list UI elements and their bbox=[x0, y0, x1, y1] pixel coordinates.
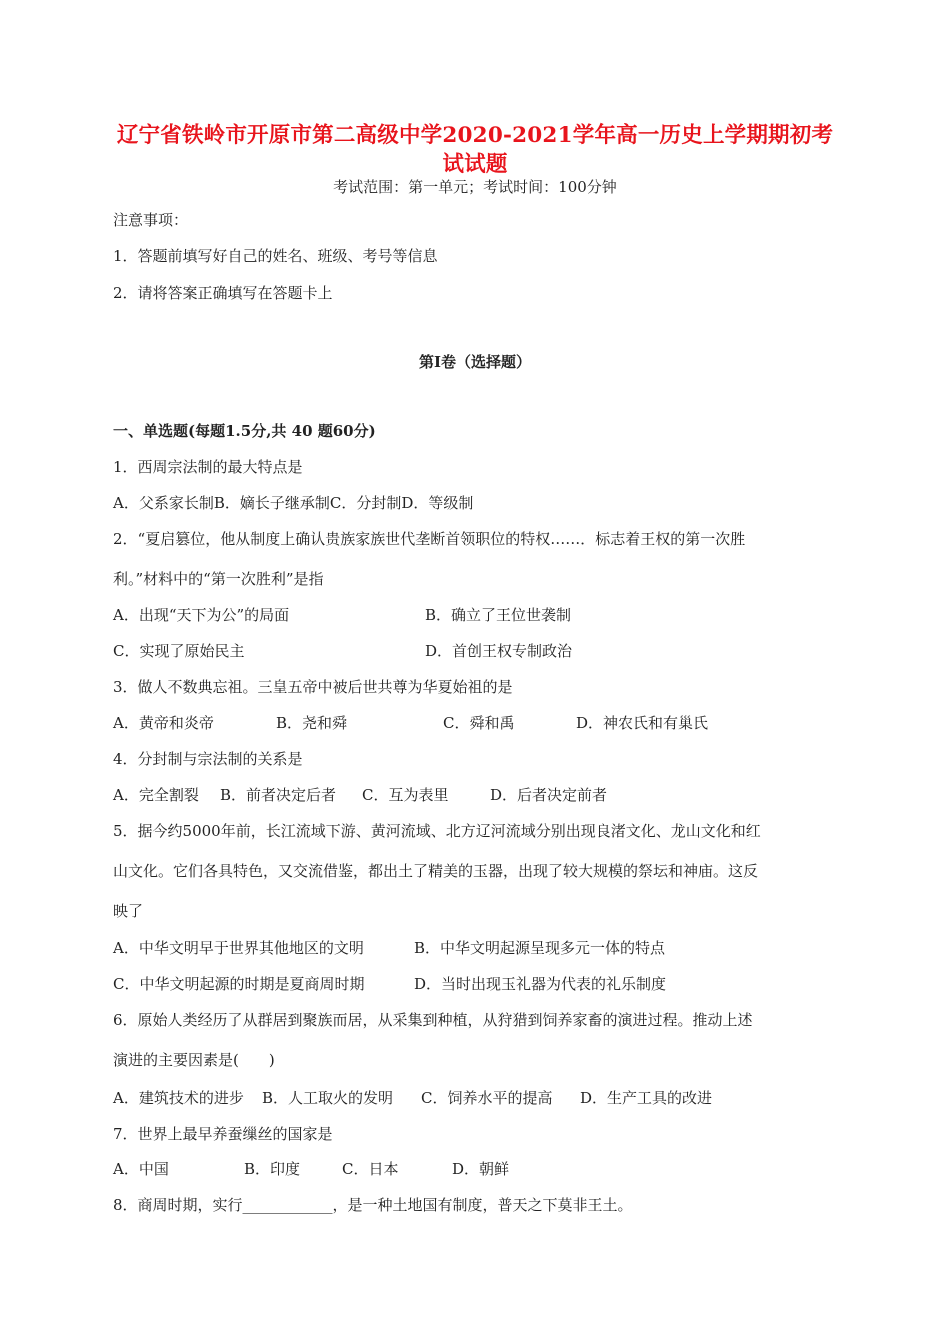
exam-title-line1: 辽宁省铁岭市开原市第二高级中学2020-2021学年高一历史上学期期初考 bbox=[116, 123, 834, 148]
question-5-stem-line3: 映了 bbox=[113, 902, 144, 920]
notice-item-2: 2．请将答案正确填写在答题卡上 bbox=[113, 284, 333, 302]
question-2-stem-line1: 2．“夏启篡位，他从制度上确认贵族家族世代垄断首领职位的特权……．标志着王权的第一次胜 bbox=[113, 530, 746, 548]
question-3-option-b: B．尧和舜 bbox=[276, 714, 348, 732]
question-5-option-c: C．中华文明起源的时期是夏商周时期 bbox=[113, 975, 365, 993]
question-2-option-b: B．确立了王位世袭制 bbox=[425, 606, 572, 624]
question-7-option-a: A．中国 bbox=[113, 1160, 169, 1178]
question-3-option-c: C．舜和禹 bbox=[443, 714, 515, 732]
question-4-option-c: C．互为表里 bbox=[362, 786, 449, 804]
question-4-option-d: D．后者决定前者 bbox=[490, 786, 608, 804]
question-4-option-b: B．前者决定后者 bbox=[220, 786, 337, 804]
question-2-option-c: C．实现了原始民主 bbox=[113, 642, 245, 660]
question-6-option-a: A．建筑技术的进步 bbox=[113, 1089, 244, 1107]
question-2-option-d: D．首创王权专制政治 bbox=[425, 642, 573, 660]
question-1-stem: 1．西周宗法制的最大特点是 bbox=[113, 458, 303, 476]
exam-title-line2: 试试题 bbox=[442, 152, 508, 177]
part-heading: 一、单选题(每题1.5分,共 40 题60分) bbox=[113, 422, 376, 440]
question-7-option-c: C．日本 bbox=[342, 1160, 399, 1178]
question-6-stem-line1: 6．原始人类经历了从群居到聚族而居，从采集到种植，从狩猎到饲养家畜的演进过程。推动上述 bbox=[113, 1011, 753, 1029]
question-6-option-d: D．生产工具的改进 bbox=[580, 1089, 713, 1107]
question-3-option-a: A．黄帝和炎帝 bbox=[113, 714, 214, 732]
question-7-option-d: D．朝鲜 bbox=[452, 1160, 510, 1178]
question-4-stem: 4．分封制与宗法制的关系是 bbox=[113, 750, 303, 768]
question-5-stem-line1: 5．据今约5000年前，长江流域下游、黄河流域、北方辽河流域分别出现良渚文化、龙山文化和红 bbox=[113, 822, 761, 840]
question-6-option-c: C．饲养水平的提高 bbox=[421, 1089, 553, 1107]
question-6-option-b: B．人工取火的发明 bbox=[262, 1089, 394, 1107]
section-title: 第I卷（选择题） bbox=[418, 353, 532, 371]
question-2-option-a: A．出现“天下为公”的局面 bbox=[113, 606, 290, 624]
notice-item-1: 1．答题前填写好自己的姓名、班级、考号等信息 bbox=[113, 247, 438, 265]
notice-heading: 注意事项： bbox=[113, 211, 189, 229]
exam-title bbox=[100, 121, 850, 179]
question-8-stem: 8．商周时期，实行____________，是一种土地国有制度，普天之下莫非王土。 bbox=[113, 1196, 633, 1214]
question-4-option-a: A．完全割裂 bbox=[113, 786, 199, 804]
question-3-stem: 3．做人不数典忘祖。三皇五帝中被后世共尊为华夏始祖的是 bbox=[113, 678, 513, 696]
question-3-option-d: D．神农氏和有巢氏 bbox=[576, 714, 709, 732]
question-2-stem-line2: 利。”材料中的“第一次胜利”是指 bbox=[113, 570, 324, 588]
question-5-option-a: A．中华文明早于世界其他地区的文明 bbox=[113, 939, 364, 957]
question-7-option-b: B．印度 bbox=[244, 1160, 301, 1178]
question-1-options: A．父系家长制B．嫡长子继承制C．分封制D．等级制 bbox=[113, 494, 474, 512]
question-6-stem-line2: 演进的主要因素是( ) bbox=[113, 1051, 275, 1069]
question-5-stem-line2: 山文化。它们各具特色，又交流借鉴，都出土了精美的玉器，出现了较大规模的祭坛和神庙。这反 bbox=[113, 862, 759, 880]
exam-subtitle: 考试范围：第一单元；考试时间：100分钟 bbox=[333, 178, 617, 196]
question-5-option-b: B．中华文明起源呈现多元一体的特点 bbox=[414, 939, 666, 957]
question-5-option-d: D．当时出现玉礼器为代表的礼乐制度 bbox=[414, 975, 667, 993]
question-7-stem: 7．世界上最早养蚕缫丝的国家是 bbox=[113, 1125, 333, 1143]
